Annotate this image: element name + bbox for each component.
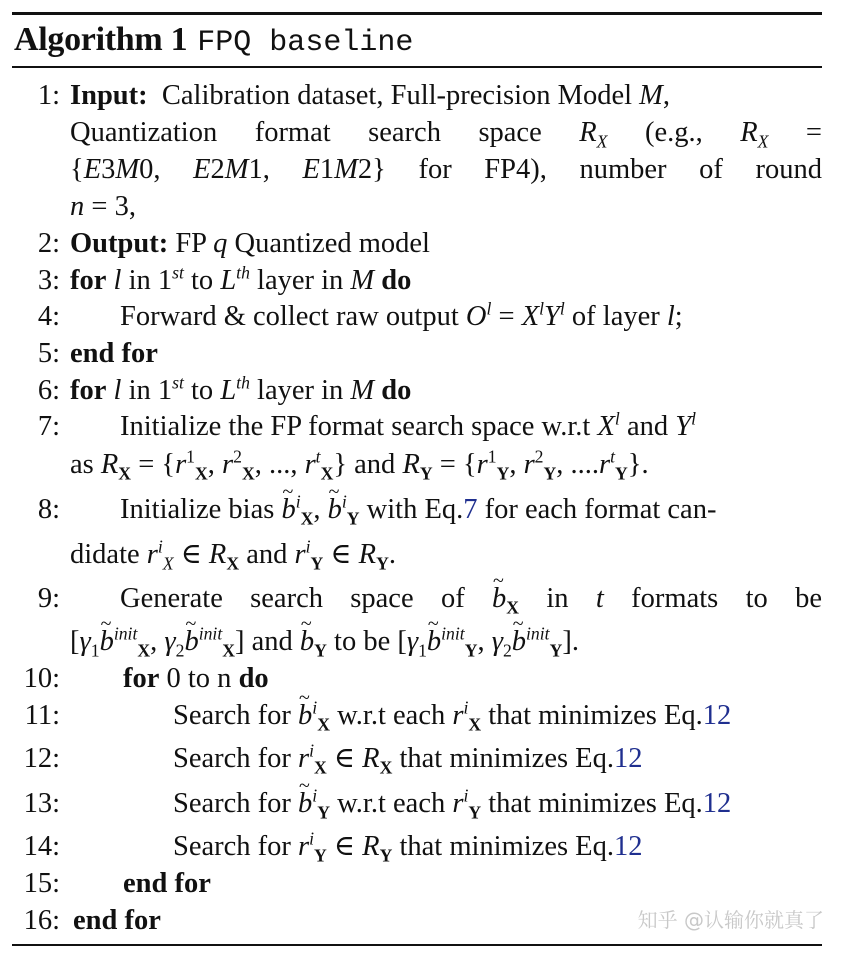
algorithm-line-9b [0, 624, 830, 660]
line-number: 16: [23, 905, 60, 936]
forward-text: Forward & collect raw output $O^l = X^lY^l$ of layer l; [120, 298, 683, 332]
input-text: Calibration dataset, Full-precision Model M, [154, 80, 671, 111]
round-text: n = 3, [70, 191, 136, 222]
algorithm-line-10 [0, 661, 830, 697]
algorithm-line-1 [0, 78, 830, 114]
end-for-keyword: end for [123, 868, 211, 899]
output-keyword: Output: [70, 228, 169, 259]
end-for-keyword: end for [73, 905, 161, 936]
algorithm-line-12 [0, 741, 830, 777]
algorithm-line-1c [0, 152, 830, 188]
line-number: 15: [23, 868, 60, 899]
algorithm-line-9 [0, 581, 830, 617]
line-number: 12: [23, 743, 60, 774]
eq-ref-7[interactable]: 7 [463, 494, 478, 525]
round-loop-text: 0 to n [166, 663, 232, 694]
search-space-text: Quantization format search space $R_X$ (e.g., $R_X$ = [70, 117, 823, 152]
algorithm-line-6 [0, 373, 830, 409]
line-number: 13: [23, 788, 60, 819]
algorithm-line-11 [0, 698, 830, 734]
do-keyword: do [381, 375, 412, 406]
end-for-keyword: end for [70, 338, 158, 369]
line-number: 6: [37, 375, 60, 406]
algorithm-line-4 [0, 299, 830, 335]
search-bias-y-text: Search for ~ $b^i_Y$ w.r.t each $r^i_Y$ that minimizes Eq.12 [173, 786, 731, 822]
algorithm-line-3 [0, 263, 830, 299]
loop-text: l in 1st to Lth layer in M [113, 262, 375, 296]
do-keyword: do [381, 265, 412, 296]
line-number: 11: [24, 700, 60, 731]
init-set-text: as $R_X = \{r^1_X$, $r^2_X$, ..., $r^t_X$} and $R_Y = \{r^1_Y$, $r^2_Y$, $....r^t_Y$}. [70, 446, 649, 484]
algorithm-label: Algorithm 1 [14, 21, 188, 58]
eq-ref-12[interactable]: 12 [702, 700, 732, 731]
line-number: 4: [37, 301, 60, 332]
line-number: 10: [23, 663, 60, 694]
algorithm-line-1d [0, 189, 830, 225]
algorithm-name: FPQ baseline [197, 26, 414, 60]
watermark: 知乎 @认输你就真了 [637, 908, 824, 932]
search-bias-x-text: Search for ~ $b^i_X$ w.r.t each $r^i_X$ that minimizes Eq.12 [173, 698, 731, 734]
algorithm-line-8b [0, 537, 830, 573]
eq-ref-12[interactable]: 12 [613, 743, 643, 774]
for-keyword: for [70, 375, 107, 406]
bias-text: Initialize bias ~ $b^i_X$, ~ $b^i_Y$ with Eq.7 for each format can- [120, 492, 716, 528]
search-format-y-text: Search for $r^i_Y$ ∈ $R_Y$ that minimizes Eq.12 [173, 828, 643, 866]
line-number: 9: [37, 583, 60, 614]
eq-ref-12[interactable]: 12 [702, 788, 732, 819]
for-keyword: for [123, 663, 160, 694]
loop-text: l in 1st to Lth layer in M [113, 372, 375, 406]
algorithm-line-14 [0, 829, 830, 865]
algorithm-line-7b [0, 447, 830, 483]
line-number: 2: [37, 228, 60, 259]
algorithm-title [14, 18, 413, 62]
algorithm-line-1b [0, 115, 830, 151]
generate-text: Generate search space of ~ $b_X$ in t formats to be [120, 581, 822, 617]
line-number: 7: [37, 411, 60, 442]
candidate-text: didate $r^i_X$ ∈ $R_X$ and $r^i_Y$ ∈ $R_Y$. [70, 536, 396, 574]
top-rule [12, 12, 822, 15]
format-set-text: {E3M0, E2M1, E1M2} for FP4), number of round [70, 154, 822, 185]
line-number: 1: [37, 80, 60, 111]
line-number: 14: [23, 831, 60, 862]
line-number: 8: [37, 494, 60, 525]
algorithm-line-13 [0, 786, 830, 822]
algorithm-line-7 [0, 409, 830, 445]
algorithm-line-15 [0, 866, 830, 902]
output-text: FP q Quantized model [175, 228, 430, 259]
bottom-rule [12, 944, 822, 946]
algorithm-line-8 [0, 492, 830, 528]
title-rule [12, 66, 822, 68]
algorithm-line-5 [0, 336, 830, 372]
eq-ref-12[interactable]: 12 [613, 831, 643, 862]
algorithm-line-2 [0, 226, 830, 262]
line-number: 5: [37, 338, 60, 369]
line-number: 3: [37, 265, 60, 296]
input-keyword: Input: [70, 80, 148, 111]
init-text: Initialize the FP format search space w.r.t $X^l$ and $Y^l$ [120, 408, 696, 442]
for-keyword: for [70, 265, 107, 296]
do-keyword: do [238, 663, 269, 694]
search-format-x-text: Search for $r^i_X$ ∈ $R_X$ that minimizes Eq.12 [173, 740, 643, 778]
range-text: [$\gamma_1\sim$ $b^{init}_X$, $\gamma_2\sim$ $b^{init}_X$] and ~ $b_Y$ to be [$\gamma_1\sim$ $b^{init}_Y$, $\gamma_2\sim$ $b^{init}_Y$]. [70, 624, 579, 660]
